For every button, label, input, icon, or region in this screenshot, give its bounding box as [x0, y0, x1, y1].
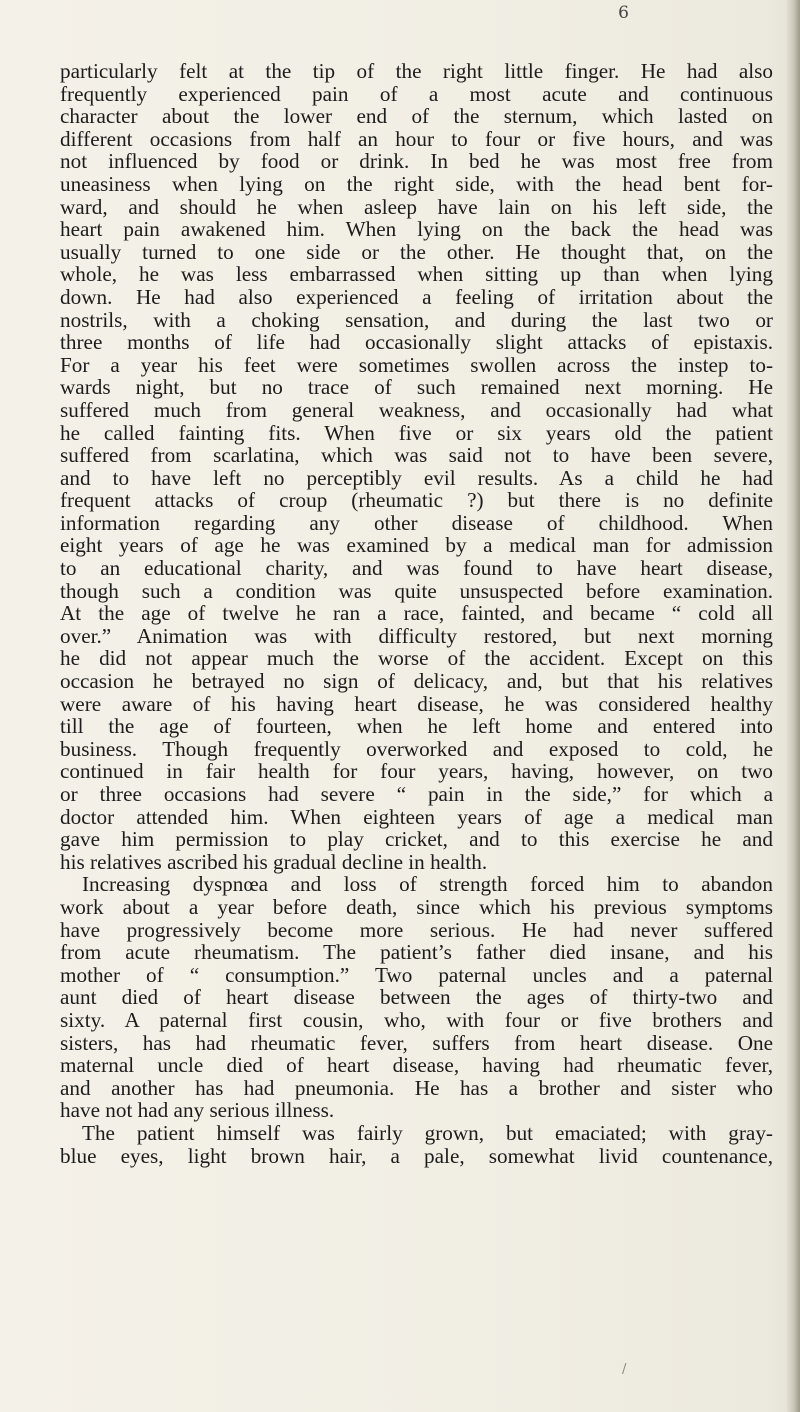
text-line: ward, and should he when asleep have lain on his left side, the — [60, 194, 773, 219]
text-line: aunt died of heart disease between the ages of thirty-two and — [60, 985, 773, 1010]
text-line: frequent attacks of croup (rheumatic ?) but there is no definite — [60, 488, 773, 513]
text-line: For a year his feet were sometimes swollen across the instep to- — [60, 352, 773, 377]
text-line: suffered much from general weakness, and occasionally had what — [60, 397, 773, 422]
text-line: from acute rheumatism. The patient’s father died insane, and his — [60, 940, 773, 965]
text-line: continued in fair health for four years, having, however, on two — [60, 759, 773, 784]
text-line: have not had any serious illness. — [60, 1098, 335, 1123]
text-line: he called fainting fits. When five or six years old the patient — [60, 420, 773, 445]
text-line: sixty. A paternal first cousin, who, with four or five brothers and — [60, 1007, 773, 1032]
text-line: or three occasions had severe “ pain in the side,” for which a — [60, 782, 773, 806]
text-line: though such a condition was quite unsuspected before examination. — [60, 578, 773, 603]
text-line: heart pain awakened him. When lying on the back the head was — [60, 217, 773, 242]
text-line: whole, he was less embarrassed when sitting up than when lying — [60, 262, 773, 287]
text-line: uneasiness when lying on the right side, with the head bent for- — [60, 171, 773, 196]
text-line: were aware of his having heart disease, he was considered healthy — [60, 691, 773, 716]
text-line: not influenced by food or drink. In bed he was most free from — [60, 149, 773, 174]
text-line: eight years of age he was examined by a medical man for admission — [60, 533, 773, 558]
text-line: over.” Animation was with difficulty restored, but next morning — [60, 623, 773, 648]
text-line: occasion he betrayed no sign of delicacy, and, but that his relatives — [60, 669, 773, 694]
text-line: suffered from scarlatina, which was said not to have been severe, — [60, 443, 773, 468]
text-line: wards night, but no trace of such remained next morning. He — [60, 375, 773, 400]
text-line: character about the lower end of the sternum, which lasted on — [60, 104, 773, 129]
text-line: till the age of fourteen, when he left home and entered into — [60, 714, 773, 739]
page-number: 6 — [618, 3, 629, 23]
text-line: At the age of twelve he ran a race, fainted, and became “ cold all — [60, 601, 773, 626]
text-line: information regarding any other disease of childhood. When — [60, 510, 773, 535]
text-line: and another has had pneumonia. He has a brother and sister who — [60, 1075, 773, 1100]
text-line: maternal uncle died of heart disease, having had rheumatic fever, — [60, 1053, 773, 1078]
text-line: blue eyes, light brown hair, a pale, somewhat livid countenance, — [60, 1143, 773, 1168]
body-text — [60, 60, 773, 1167]
text-line: nostrils, with a choking sensation, and during the last two or — [60, 307, 773, 332]
text-line: The patient himself was fairly grown, but emaciated; with gray- — [82, 1120, 773, 1145]
text-line: different occasions from half an hour to four or five hours, and was — [60, 126, 773, 151]
text-line: to an educational charity, and was found to have heart disease, — [60, 556, 773, 581]
text-line: doctor attended him. When eighteen years of age a medical man — [60, 804, 773, 829]
text-line: business. Though frequently overworked and exposed to cold, he — [60, 736, 773, 761]
text-line: frequently experienced pain of a most acute and continuous — [60, 81, 773, 106]
text-line: have progressively become more serious. He had never suffered — [60, 917, 773, 942]
text-line: usually turned to one side or the other. He thought that, on the — [60, 239, 773, 264]
text-line: particularly felt at the tip of the right little finger. He had also — [60, 59, 773, 83]
text-line: gave him permission to play cricket, and to this exercise he and — [60, 827, 773, 852]
stray-pencil-mark: / — [622, 1362, 627, 1377]
text-line: work about a year before death, since which his previous symptoms — [60, 894, 773, 919]
text-line: and to have left no perceptibly evil results. As a child he had — [60, 465, 773, 490]
text-line: down. He had also experienced a feeling of irritation about the — [60, 284, 773, 309]
text-line: Increasing dyspnœa and loss of strength forced him to abandon — [82, 872, 773, 897]
text-line: three months of life had occasionally slight attacks of epistaxis. — [60, 330, 773, 355]
text-line: mother of “ consumption.” Two paternal uncles and a paternal — [60, 962, 773, 987]
text-line: his relatives ascribed his gradual decline in health. — [60, 849, 488, 874]
page-edge-shadow — [786, 0, 800, 1412]
text-line: he did not appear much the worse of the accident. Except on this — [60, 646, 773, 671]
text-line: sisters, has had rheumatic fever, suffers from heart disease. One — [60, 1030, 773, 1055]
